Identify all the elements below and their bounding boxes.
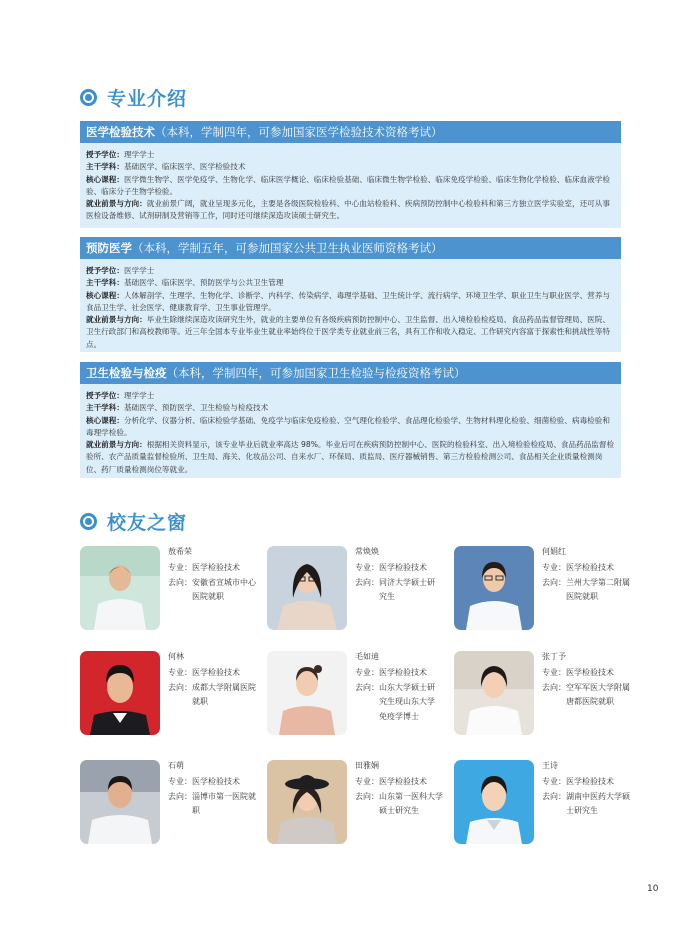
- circle-bullet-icon: [80, 513, 97, 530]
- major-label: 专业：: [168, 563, 192, 572]
- main-subjects-value: 基础医学、预防医学、卫生检验与检疫技术: [123, 403, 269, 413]
- alumni-photo: [267, 760, 347, 844]
- major-label: 专业：: [355, 668, 379, 677]
- alumni-name: 田雅娴: [355, 761, 379, 770]
- major-label: 专业：: [355, 777, 379, 786]
- degree-line: [86, 149, 615, 161]
- destination-label: 去向：: [168, 791, 192, 801]
- degree-value: 医学学士: [123, 266, 155, 275]
- degree-line: [86, 265, 615, 277]
- alumni-photo: [80, 546, 160, 630]
- alumni-photo: [454, 546, 534, 630]
- major-name: 卫生检验与检疫: [86, 366, 167, 380]
- degree-value: 理学学士: [123, 150, 155, 159]
- core-courses-label: 核心课程：: [86, 290, 124, 300]
- major-note: （本科，学制四年，可参加国家医学检验技术资格考试）: [155, 125, 443, 139]
- major-value: 医学检验技术: [566, 777, 614, 786]
- section-title-text: 校友之窗: [107, 512, 188, 534]
- circle-bullet-icon: [80, 89, 97, 106]
- destination-value: 山东大学硕士研究生现山东大学免疫学博士: [379, 682, 435, 721]
- major-value: 医学检验技术: [192, 563, 240, 572]
- alumni-photo: [454, 651, 534, 735]
- alumni-destination-row: [542, 576, 672, 605]
- alumni-photo: [267, 546, 347, 630]
- major-note: （本科，学制四年，可参加国家卫生检验与检疫资格考试）: [166, 366, 466, 380]
- core-courses-line: [86, 290, 615, 315]
- major-value: 医学检验技术: [566, 563, 614, 572]
- destination-value: 淄博市第一医院就职: [192, 791, 256, 815]
- major-note: （本科，学制五年，可参加国家公共卫生执业医师资格考试）: [132, 241, 443, 255]
- major-value: 医学检验技术: [379, 668, 427, 677]
- major-name: 医学检验技术: [86, 125, 155, 139]
- core-courses-label: 核心课程：: [86, 415, 124, 425]
- main-subjects-line: [86, 402, 615, 414]
- destination-value: 同济大学硕士研究生: [379, 577, 435, 601]
- alumni-name: 常焕焕: [355, 547, 379, 556]
- major-value: 医学检验技术: [566, 668, 614, 677]
- major-header: [80, 362, 621, 384]
- alumni-destination-row: [542, 681, 672, 710]
- destination-value: 安徽省宣城市中心医院就职: [192, 577, 256, 601]
- main-subjects-line: [86, 161, 615, 173]
- major-details: [80, 384, 621, 480]
- section-title-alumni: [80, 508, 187, 535]
- main-subjects-value: 基础医学、临床医学、预防医学与公共卫生管理: [123, 278, 284, 288]
- alumni-photo: [267, 651, 347, 735]
- main-subjects-label: 主干学科：: [86, 278, 124, 288]
- major-label: 专业：: [542, 777, 566, 786]
- career-prospect-label: 就业前景与方向：: [86, 315, 147, 325]
- career-prospect-value: 毕业生除继续深造攻读研究生外，就业的主要单位有各级疾病预防控制中心、卫生监督、出入境检验检疫局、食品药品监督管理局、医院、卫生行政部门和高校教师等。近三年全国本专业毕业生就业率始终位于医学类专业就业前三名，具有工作和收入稳定、工作研究内容富于探索性和挑战性等特点。: [86, 315, 610, 349]
- major-card-preventive-medicine: [80, 237, 621, 352]
- degree-value: 理学学士: [123, 391, 155, 400]
- destination-label: 去向：: [168, 577, 192, 587]
- degree-label: 授予学位：: [86, 150, 124, 159]
- section-title-major-intro: [80, 84, 187, 111]
- major-card-health-inspection-quarantine: [80, 362, 621, 478]
- major-label: 专业：: [542, 668, 566, 677]
- alumni-name: 王诗: [542, 761, 558, 770]
- career-prospect-label: 就业前景与方向：: [86, 199, 147, 209]
- major-value: 医学检验技术: [192, 777, 240, 786]
- alumni-name: 何林: [168, 652, 184, 661]
- destination-value: 兰州大学第二附属医院就职: [566, 577, 630, 601]
- degree-label: 授予学位：: [86, 391, 124, 400]
- alumni-name: 石萌: [168, 761, 184, 770]
- major-details: [80, 143, 621, 227]
- destination-label: 去向：: [355, 791, 379, 801]
- destination-label: 去向：: [355, 577, 379, 587]
- alumni-major-row: [542, 775, 672, 790]
- alumni-name: 张丁予: [542, 652, 566, 661]
- career-prospect-line: [86, 439, 615, 476]
- core-courses-line: [86, 415, 615, 440]
- degree-line: [86, 390, 615, 402]
- page-number: 10: [647, 884, 659, 894]
- core-courses-value: 医学微生物学、医学免疫学、生物化学、临床医学概论、临床检验基础、临床微生物学检验、临床免疫学检验、临床生物化学检验、临床血液学检验、临床分子生物学检验。: [86, 174, 610, 196]
- major-header: [80, 237, 621, 259]
- main-subjects-value: 基础医学、临床医学、医学检验技术: [123, 162, 246, 172]
- core-courses-label: 核心课程：: [86, 174, 124, 184]
- major-details: [80, 259, 621, 355]
- destination-label: 去向：: [542, 682, 566, 692]
- alumni-photo: [80, 651, 160, 735]
- destination-value: 山东第一医科大学硕士研究生: [379, 791, 443, 815]
- major-value: 医学检验技术: [379, 777, 427, 786]
- major-label: 专业：: [355, 563, 379, 572]
- career-prospect-line: [86, 198, 615, 223]
- main-subjects-label: 主干学科：: [86, 162, 124, 172]
- destination-label: 去向：: [542, 791, 566, 801]
- major-label: 专业：: [168, 668, 192, 677]
- main-subjects-line: [86, 277, 615, 289]
- alumni-photo: [454, 760, 534, 844]
- destination-value: 湖南中医药大学硕士研究生: [566, 791, 630, 815]
- alumni-info: [542, 666, 672, 710]
- major-value: 医学检验技术: [192, 668, 240, 677]
- alumni-major-row: [542, 666, 672, 681]
- alumni-major-row: [542, 561, 672, 576]
- career-prospect-value: 就业前景广阔，就业呈现多元化，主要是各级医院检验科、中心血站检验科、疾病预防控制中心检验科和第三方独立医学实验室，还可从事医检设备维修、试剂研制及营销等工作，同时还可继续深造攻读硕士研究生。: [86, 199, 610, 221]
- major-label: 专业：: [542, 563, 566, 572]
- major-card-medical-lab-tech: [80, 121, 621, 228]
- career-prospect-label: 就业前景与方向：: [86, 440, 147, 450]
- major-value: 医学检验技术: [379, 563, 427, 572]
- destination-label: 去向：: [168, 682, 192, 692]
- section-title-text: 专业介绍: [107, 88, 188, 110]
- destination-value: 成都大学附属医院就职: [192, 682, 256, 706]
- core-courses-value: 人体解剖学、生理学、生物化学、诊断学、内科学、传染病学、毒理学基础、卫生统计学、流行病学、环境卫生学、职业卫生与职业医学、营养与食品卫生学、社会医学、健康教育学、卫生事业管理学。: [86, 290, 610, 312]
- major-label: 专业：: [168, 777, 192, 786]
- alumni-info: [542, 561, 672, 605]
- main-subjects-label: 主干学科：: [86, 403, 124, 413]
- alumni-name: 何娟红: [542, 547, 566, 556]
- alumni-destination-row: [542, 790, 672, 819]
- alumni-info: [542, 775, 672, 819]
- major-header: [80, 121, 621, 143]
- destination-label: 去向：: [355, 682, 379, 692]
- career-prospect-line: [86, 314, 615, 351]
- alumni-name: 敖希荣: [168, 547, 192, 556]
- alumni-photo: [80, 760, 160, 844]
- degree-label: 授予学位：: [86, 266, 124, 275]
- destination-label: 去向：: [542, 577, 566, 587]
- career-prospect-value: 根据相关资料显示，该专业毕业后就业率高达 98%。毕业后可在疾病预防控制中心、医院的检验科室、出入境检验检疫局、食品药品监督检验所、农产品质量监督检验所、卫生局、海关、化妆品公司、自来水厂、环保局、质监局、医疗器械销售、第三方检验检测公司、食品相关企业质量检测岗位、药厂质量检测岗位等就业。: [86, 440, 615, 474]
- major-name: 预防医学: [86, 241, 132, 255]
- core-courses-line: [86, 174, 615, 199]
- core-courses-value: 分析化学、仪器分析、临床检验学基础、免疫学与临床免疫检验、空气理化检验学、食品理化检验学、生物材料理化检验、细菌检验、病毒检验和毒理学检验。: [86, 415, 610, 437]
- destination-value: 空军军医大学附属唐都医院就职: [566, 682, 630, 706]
- alumni-name: 毛如迪: [355, 652, 379, 661]
